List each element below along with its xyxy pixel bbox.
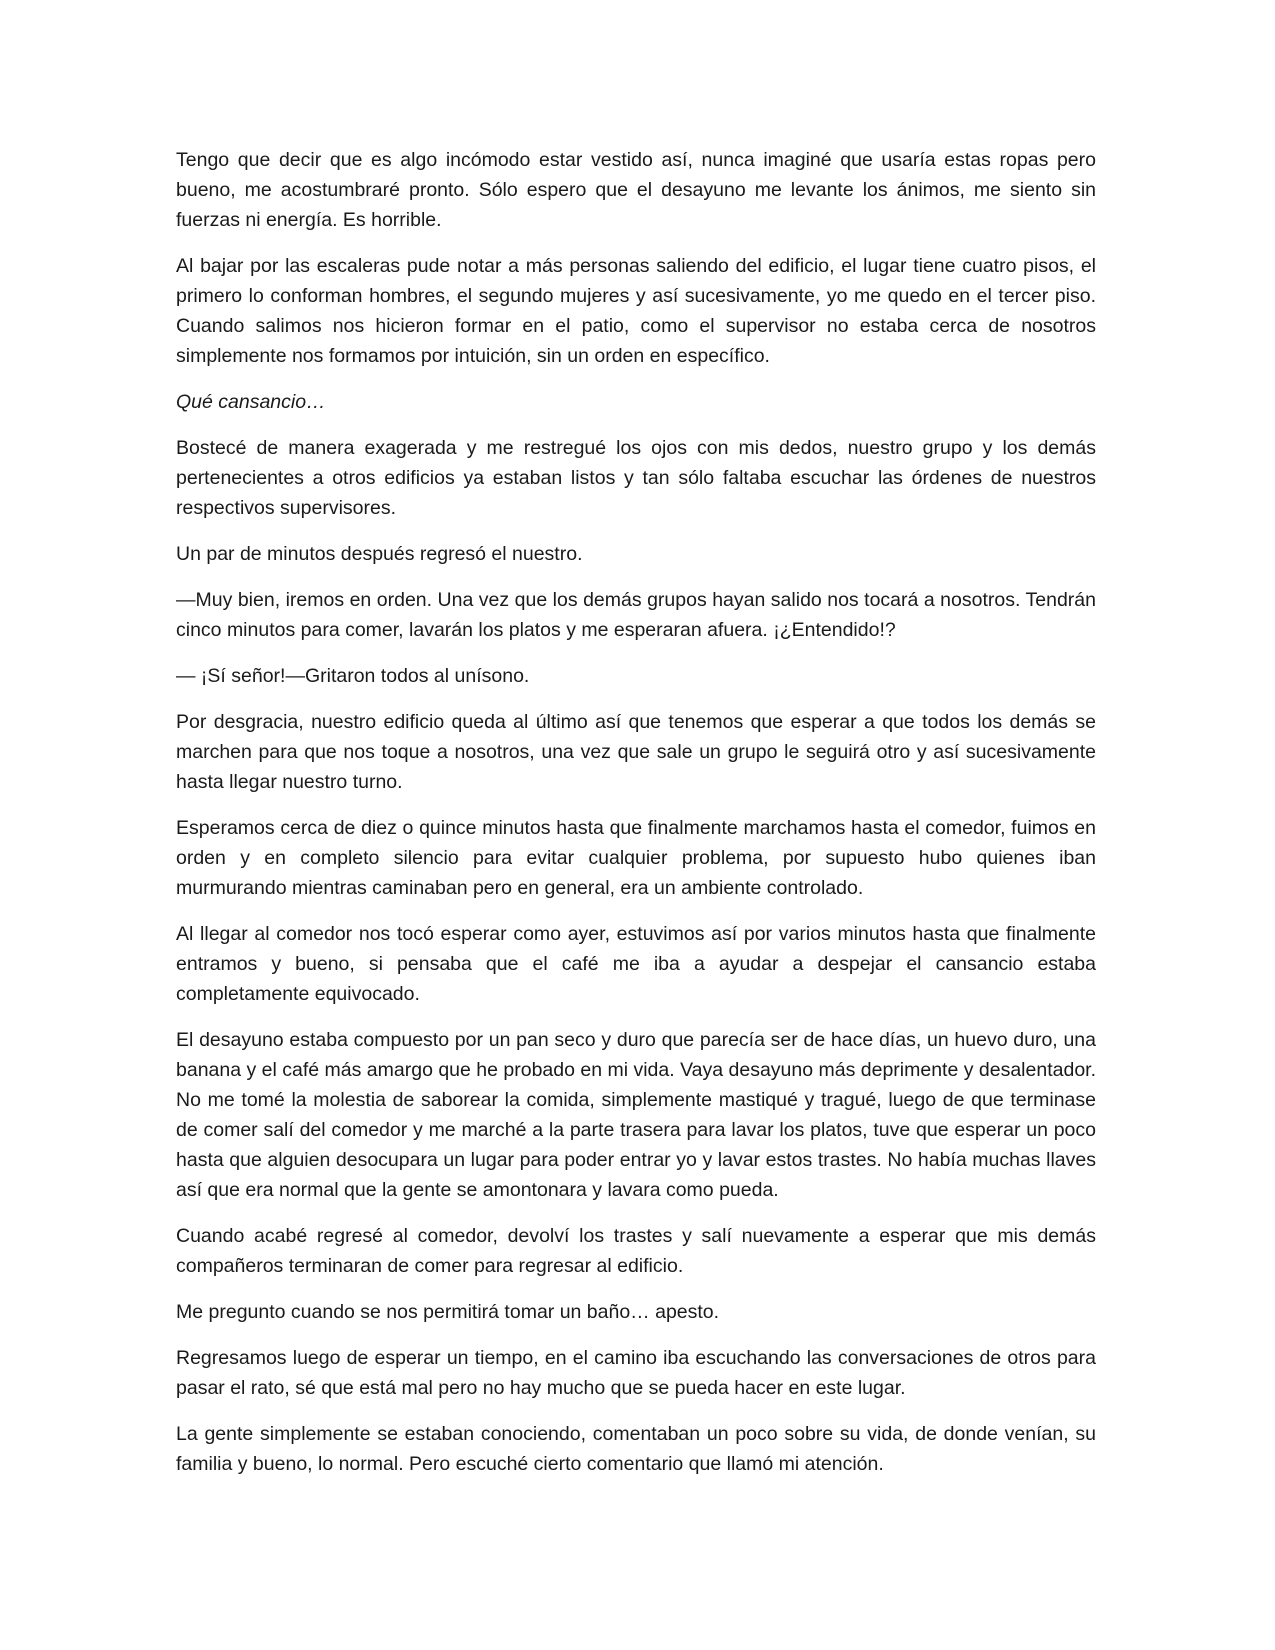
paragraph: Al bajar por las escaleras pude notar a más personas saliendo del edificio, el lugar tiene cuatro pisos, el primero lo conforman hombres, el segundo mujeres y así sucesivamente, yo me quedo en el tercer piso. Cuando salimos nos hicieron formar en el patio, como el supervisor no estaba cerca de nosotros simplemente nos formamos por intuición, sin un orden en específico. xyxy=(176,255,1096,367)
paragraph: Cuando acabé regresé al comedor, devolví los trastes y salí nuevamente a esperar que mis demás compañeros terminaran de comer para regresar al edificio. xyxy=(176,1225,1096,1277)
paragraph: Me pregunto cuando se nos permitirá tomar un baño… apesto. xyxy=(176,1301,720,1323)
paragraph: Al llegar al comedor nos tocó esperar como ayer, estuvimos así por varios minutos hasta que finalmente entramos y bueno, si pensaba que el café me iba a ayudar a despejar el cansancio estaba completamente equivocado. xyxy=(176,923,1096,1005)
paragraph: El desayuno estaba compuesto por un pan seco y duro que parecía ser de hace días, un huevo duro, una banana y el café más amargo que he probado en mi vida. Vaya desayuno más deprimente y desalentador. No me tomé la molestia de saborear la comida, simplemente mastiqué y tragué, luego de que terminase de comer salí del comedor y me marché a la parte trasera para lavar los platos, tuve que esperar un poco hasta que alguien desocupara un lugar para poder entrar yo y lavar estos trastes. No había muchas llaves así que era normal que la gente se amontonara y lavara como pueda. xyxy=(176,1029,1096,1201)
paragraph: Esperamos cerca de diez o quince minutos hasta que finalmente marchamos hasta el comedor, fuimos en orden y en completo silencio para evitar cualquier problema, por supuesto hubo quienes iban murmurando mientras caminaban pero en general, era un ambiente controlado. xyxy=(176,817,1096,899)
document-body xyxy=(176,145,1096,1495)
paragraph: Bostecé de manera exagerada y me restregué los ojos con mis dedos, nuestro grupo y los demás pertenecientes a otros edificios ya estaban listos y tan sólo faltaba escuchar las órdenes de nuestros respectivos supervisores. xyxy=(176,437,1096,519)
paragraph: — ¡Sí señor!—Gritaron todos al unísono. xyxy=(176,665,530,687)
paragraph-italic: Qué cansancio… xyxy=(176,391,326,413)
paragraph: La gente simplemente se estaban conociendo, comentaban un poco sobre su vida, de donde venían, su familia y bueno, lo normal. Pero escuché cierto comentario que llamó mi atención. xyxy=(176,1423,1096,1475)
paragraph: —Muy bien, iremos en orden. Una vez que los demás grupos hayan salido nos tocará a nosotros. Tendrán cinco minutos para comer, lavarán los platos y me esperaran afuera. ¡¿Entendido!? xyxy=(176,589,1096,641)
paragraph: Tengo que decir que es algo incómodo estar vestido así, nunca imaginé que usaría estas ropas pero bueno, me acostumbraré pronto. Sólo espero que el desayuno me levante los ánimos, me siento sin fuerzas ni energía. Es horrible. xyxy=(176,149,1096,231)
paragraph: Regresamos luego de esperar un tiempo, en el camino iba escuchando las conversaciones de otros para pasar el rato, sé que está mal pero no hay mucho que se pueda hacer en este lugar. xyxy=(176,1347,1096,1399)
paragraph: Un par de minutos después regresó el nuestro. xyxy=(176,543,583,565)
paragraph: Por desgracia, nuestro edificio queda al último así que tenemos que esperar a que todos los demás se marchen para que nos toque a nosotros, una vez que sale un grupo le seguirá otro y así sucesivamente hasta llegar nuestro turno. xyxy=(176,711,1096,793)
